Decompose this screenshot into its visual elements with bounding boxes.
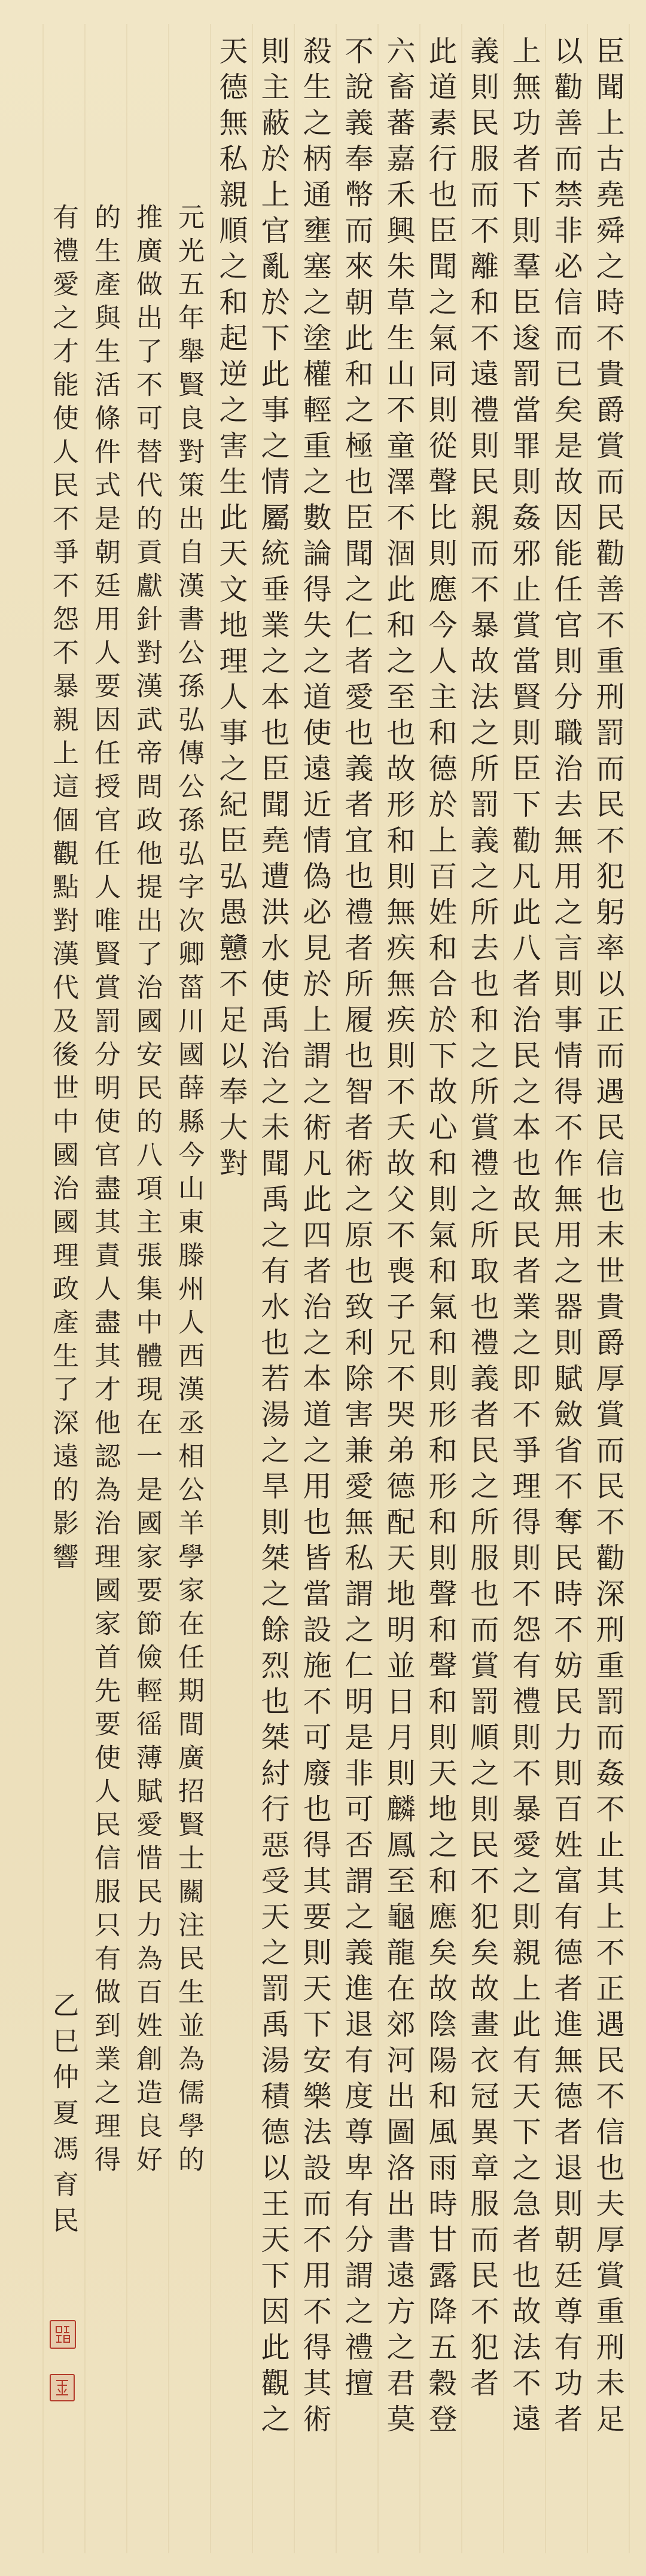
main-text-column-4: 義則民服而不離和不遠禮則民親而不暴故法之所罰義之所去也和之所賞禮之所取也禮義者民之所服也而賞罰順之則民不犯矣故畫衣冠異章服而民不犯者	[465, 36, 499, 2404]
main-text-column-6: 六畜蕃嘉禾興朱草生山不童澤不涸此和之至也故形和則無疾無疾則不夭故父不喪子兄不哭弟德配天地明並日月則麟鳳至龜龍在郊河出圖洛出書遠方之君莫	[382, 36, 415, 2440]
annotation-column-1: 元光五年舉賢良對策出自漢書公孫弘傳公孫弘字次卿菑川國薛縣今山東滕州人西漢丞相公羊學家在任期間廣招賢士關注民生並為儒學的	[173, 203, 204, 2179]
seal-glyph-icon	[53, 2377, 72, 2398]
seal-stamp-style	[50, 2374, 75, 2401]
main-text-column-7: 不說義奉幣而來朝此和之極也臣聞之仁者愛也義者宜也禮者所履也智者術之原也致利除害兼愛無私謂之仁明是非可否謂之義進退有度尊卑有分謂之禮擅	[340, 36, 373, 2404]
main-text-column-5: 此道素行也臣聞之氣同則從聲比則應今人主和德於上百姓和合於下故心和則氣和氣和則形和形和則聲和聲和則天地之和應矣故陰陽和風雨時甘露降五穀登	[423, 36, 457, 2440]
main-text-column-2: 以勸善而禁非必信而已矣是故因能任官則分職治去無用之言則事情得不作無用之器則賦斂省不奪民時不妨民力則百姓富有德者進無德者退則朝廷尊有功者	[549, 36, 583, 2440]
annotation-column-2: 推廣做出了不可替代的貢獻針對漢武帝問政他提出了治國安民的八項主張集中體現在一是國家要節儉輕徭薄賦愛惜民力為百姓創造良好	[132, 203, 162, 2179]
annotation-column-4: 有禮愛之才能使人民不爭不怨不暴親上這個觀點對漢代及後世中國治國理政產生了深遠的影響	[48, 203, 78, 1576]
annotation-column-3: 的生產與生活條件式是朝廷用人要因任授官任人唯賢賞罰分明使官盡其責人盡其才他認為治理國家首先要使人民信服只有做到業之理得	[90, 203, 120, 2179]
signature-inscription: 乙巳仲夏馮育民	[48, 1991, 78, 2242]
main-text-column-10: 天德無私親順之和起逆之害生此天文地理人事之紀臣弘愚戇不足以奉大對	[214, 36, 248, 1184]
main-text-column-1: 臣聞上古堯舜之時不貴爵賞而民勸善不重刑罰而民不犯躬率以正而遇民信也末世貴爵厚賞而民不勸深刑重罰而姦不止其上不正遇民不信也夫厚賞重刑未足	[591, 36, 624, 2440]
seal-glyph-icon	[53, 2324, 72, 2345]
main-text-column-8: 殺生之柄通壅塞之塗權輕重之數論得失之道使遠近情偽必見於上謂之術凡此四者治之本道之用也皆當設施不可廢也得其要則天下安樂法設而不用不得其術	[298, 36, 331, 2440]
main-text-column-9: 則主蔽於上官亂於下此事之情屬統垂業之本也臣聞堯遭洪水使禹治之未聞禹之有水也若湯之旱則桀之餘烈也桀紂行惡受天之罰禹湯積德以王天下因此觀之	[256, 36, 290, 2440]
seal-stamp-name	[50, 2320, 76, 2349]
main-text-column-3: 上無功者下則羣臣逡罰當罪則姦邪止賞當賢則臣下勸凡此八者治民之本也故民者業之即不爭理得則不怨有禮則不暴愛之則親上此有天下之急者也故法不遠	[507, 36, 541, 2440]
